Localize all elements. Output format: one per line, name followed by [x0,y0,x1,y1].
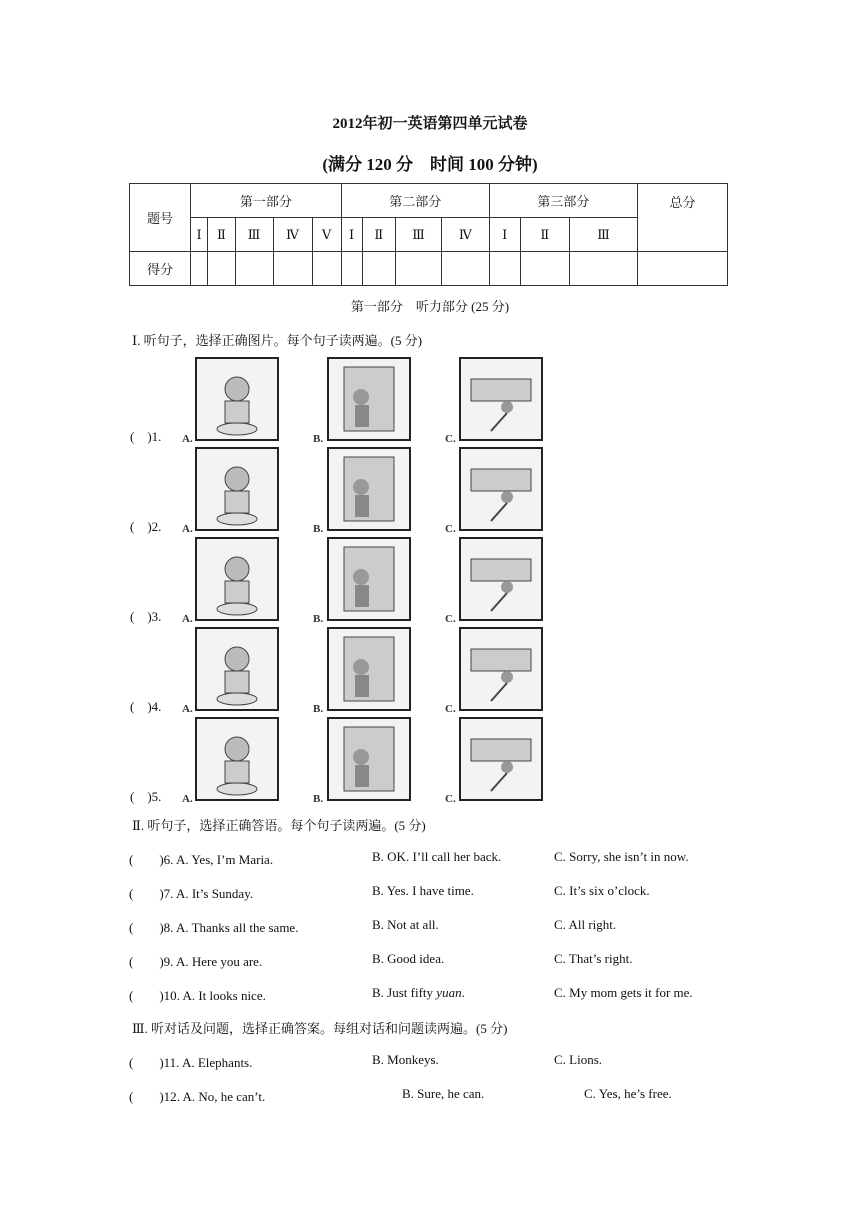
q2-item-8 [129,917,749,937]
col-p2-4: Ⅳ [442,218,490,252]
option-label-b: B. [313,793,324,805]
question-number[interactable]: ( )1. [130,429,162,444]
option-label-a: A. [182,523,193,535]
q2-item-b: B. Good idea. [372,951,445,966]
q2-item-7 [129,883,749,903]
score-cell[interactable] [235,252,273,286]
total-header: 总分 [638,184,728,252]
boy-brushing-teeth-picture[interactable] [327,537,411,621]
col-p3-3: Ⅲ [569,218,637,252]
q2-item-b-pre: B. Just fifty [372,985,437,1000]
q2-item-c: C. That’s right. [554,951,633,966]
q2-item-a: ( )6. A. Yes, I’m Maria. [129,852,274,867]
q2-item-b: B. Yes. I have time. [372,883,474,898]
question-number[interactable]: ( )2. [130,519,162,534]
col-p2-1: Ⅰ [341,218,362,252]
picture-row-5 [130,717,550,807]
picture-row-2 [130,447,550,537]
girl-at-table-picture[interactable] [195,537,279,621]
q2-item-6 [129,849,749,869]
pig-clock-picture[interactable] [459,447,543,531]
q3-item-c: C. Yes, he’s free. [584,1086,672,1101]
score-cell[interactable] [395,252,441,286]
monkeys-in-trees-picture[interactable] [195,627,279,711]
q2-item-b [372,985,465,1001]
score-cell[interactable] [442,252,490,286]
picture-row-4 [130,627,550,717]
q2-item-c: C. Sorry, she isn’t in now. [554,849,689,864]
option-label-b: B. [313,613,324,625]
col-p1-4: Ⅳ [273,218,312,252]
q2-item-a: ( )7. A. It’s Sunday. [129,886,254,901]
q3-item-a: ( )11. A. Elephants. [129,1055,253,1070]
q2-item-10 [129,985,749,1005]
q3-item-b: B. Monkeys. [372,1052,439,1067]
question-number[interactable]: ( )3. [130,609,162,624]
exam-subtitle: (满分 120 分 时间 100 分钟) [322,155,538,174]
score-table [129,183,728,286]
q2-item-c: C. My mom gets it for me. [554,985,693,1000]
score-cell[interactable] [208,252,236,286]
q2-item-a: ( )9. A. Here you are. [129,954,263,969]
part3-header: 第三部分 [489,184,637,218]
score-cell[interactable] [312,252,341,286]
option-label-c: C. [445,433,456,445]
q2-item-b: B. Not at all. [372,917,439,932]
children-talking-picture[interactable] [327,717,411,801]
row-label-question: 题号 [130,184,191,252]
elephant-picture[interactable] [459,627,543,711]
washing-clothes-picture[interactable] [195,357,279,441]
question-number[interactable]: ( )5. [130,789,162,804]
option-label-c: C. [445,703,456,715]
option-label-b: B. [313,703,324,715]
col-p2-3: Ⅲ [395,218,441,252]
score-cell[interactable] [489,252,520,286]
col-p1-3: Ⅲ [235,218,273,252]
picture-row-3 [130,537,550,627]
playing-guitar-picture[interactable] [459,717,543,801]
exam-title: 2012年初一英语第四单元试卷 [332,116,528,132]
option-label-c: C. [445,613,456,625]
q3-item-12 [129,1086,749,1106]
option-label-c: C. [445,523,456,535]
q2-item-a: ( )10. A. It looks nice. [129,988,266,1003]
q2-item-b-post: . [461,985,465,1000]
q2-item-9 [129,951,749,971]
score-cell[interactable] [191,252,208,286]
kite-flying-picture[interactable] [195,717,279,801]
question2-heading: Ⅱ. 听句子，选择正确答语。每个句子读两遍。(5 分) [132,818,426,833]
option-label-a: A. [182,703,193,715]
closet-picture[interactable] [327,357,411,441]
q3-item-c: C. Lions. [554,1052,603,1067]
option-label-c: C. [445,793,456,805]
q2-item-c: C. It’s six o’clock. [554,883,650,898]
q2-item-b: B. OK. I’ll call her back. [372,849,502,864]
score-cell[interactable] [273,252,312,286]
col-p3-1: Ⅰ [489,218,520,252]
score-cell[interactable] [341,252,362,286]
option-label-b: B. [313,523,324,535]
question-number[interactable]: ( )4. [130,699,162,714]
part1-header: 第一部分 [191,184,342,218]
col-p1-5: Ⅴ [312,218,341,252]
option-label-b: B. [313,433,324,445]
girl-waking-picture[interactable] [459,537,543,621]
score-cell[interactable] [362,252,395,286]
rabbit-clock-picture[interactable] [195,447,279,531]
section1-heading: 第一部分 听力部分 (25 分) [350,299,510,314]
col-p2-2: Ⅱ [362,218,395,252]
q2-item-c: C. All right. [554,917,617,932]
part2-header: 第二部分 [341,184,489,218]
option-label-a: A. [182,613,193,625]
q3-item-11 [129,1052,749,1072]
q3-item-b: B. Sure, he can. [402,1086,485,1101]
q3-item-a: ( )12. A. No, he can’t. [129,1089,266,1104]
q2-item-b-italic: yuan [436,985,462,1000]
score-cell[interactable] [520,252,569,286]
col-p1-2: Ⅱ [208,218,236,252]
animals-in-park-picture[interactable] [327,627,411,711]
score-cell[interactable] [638,252,728,286]
question3-heading: Ⅲ. 听对话及问题，选择正确答案。每组对话和问题读两遍。(5 分) [132,1021,508,1036]
q2-item-a: ( )8. A. Thanks all the same. [129,920,299,935]
score-cell[interactable] [569,252,637,286]
row-label-score: 得分 [130,252,191,286]
picture-row-1 [130,357,550,447]
monkey-clock-picture[interactable] [327,447,411,531]
option-label-a: A. [182,793,193,805]
col-p1-1: Ⅰ [191,218,208,252]
col-p3-2: Ⅱ [520,218,569,252]
question1-heading: Ⅰ. 听句子，选择正确图片。每个句子读两遍。(5 分) [132,333,423,348]
sweeping-picture[interactable] [459,357,543,441]
option-label-a: A. [182,433,193,445]
